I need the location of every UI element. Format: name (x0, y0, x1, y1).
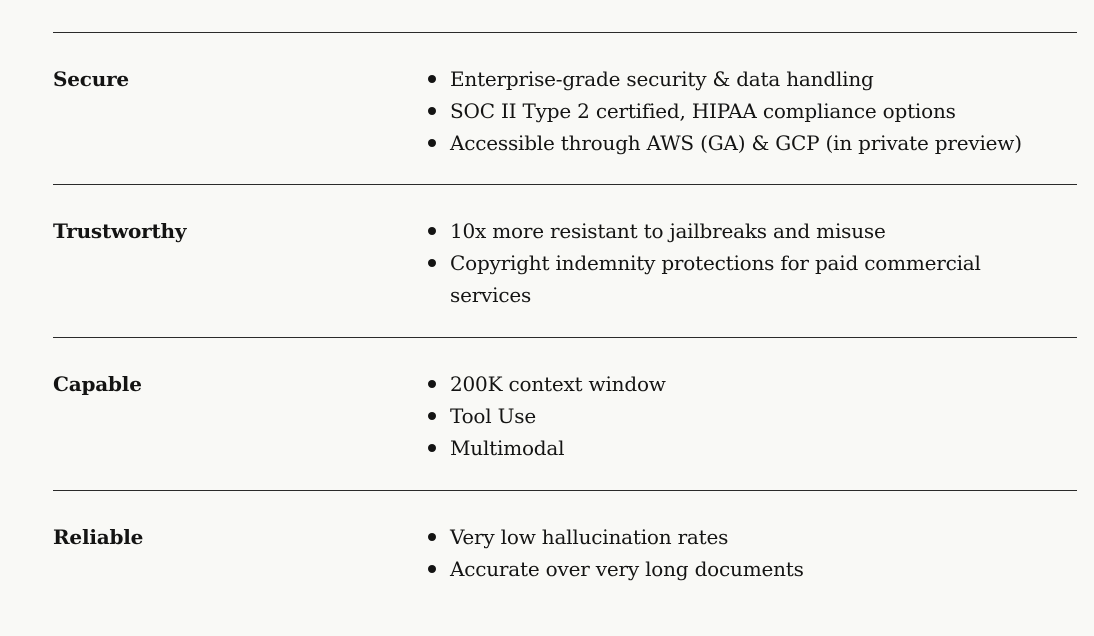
bullet-dot-icon (428, 565, 436, 573)
list-item (427, 247, 1057, 311)
bullet-dot-icon (428, 227, 436, 235)
feature-label: Trustworthy (53, 219, 187, 243)
list-item (427, 553, 1057, 585)
feature-row-trustworthy (53, 184, 1077, 337)
bullet-dot-icon (428, 139, 436, 147)
list-item (427, 400, 1057, 432)
list-item-text: 10x more resistant to jailbreaks and misuse (450, 219, 886, 243)
feature-list (427, 521, 1057, 585)
list-item (427, 432, 1057, 464)
list-item-text: Multimodal (450, 436, 565, 460)
feature-row-secure (53, 32, 1077, 184)
list-item (427, 368, 1057, 400)
feature-list (427, 368, 1057, 464)
features-table (53, 32, 1077, 630)
list-item-text: Very low hallucination rates (450, 525, 729, 549)
bullet-dot-icon (428, 412, 436, 420)
list-item (427, 127, 1057, 159)
feature-label: Capable (53, 372, 142, 396)
list-item (427, 521, 1057, 553)
list-item-text: Tool Use (450, 404, 536, 428)
feature-row-capable (53, 337, 1077, 490)
list-item-text: 200K context window (450, 372, 666, 396)
list-item-text: Accessible through AWS (GA) & GCP (in private preview) (450, 131, 1022, 155)
bullet-dot-icon (428, 107, 436, 115)
bullet-dot-icon (428, 75, 436, 83)
feature-row-reliable (53, 490, 1077, 630)
bullet-dot-icon (428, 444, 436, 452)
list-item (427, 95, 1057, 127)
list-item-text: Accurate over very long documents (450, 557, 804, 581)
list-item-text: SOC II Type 2 certified, HIPAA compliance options (450, 99, 956, 123)
feature-label: Reliable (53, 525, 144, 549)
feature-list (427, 215, 1057, 311)
feature-list (427, 63, 1057, 159)
list-item-text: Copyright indemnity protections for paid commercial services (450, 251, 981, 307)
list-item (427, 215, 1057, 247)
bullet-dot-icon (428, 259, 436, 267)
bullet-dot-icon (428, 380, 436, 388)
bullet-dot-icon (428, 533, 436, 541)
list-item (427, 63, 1057, 95)
feature-label: Secure (53, 67, 129, 91)
list-item-text: Enterprise-grade security & data handling (450, 67, 874, 91)
